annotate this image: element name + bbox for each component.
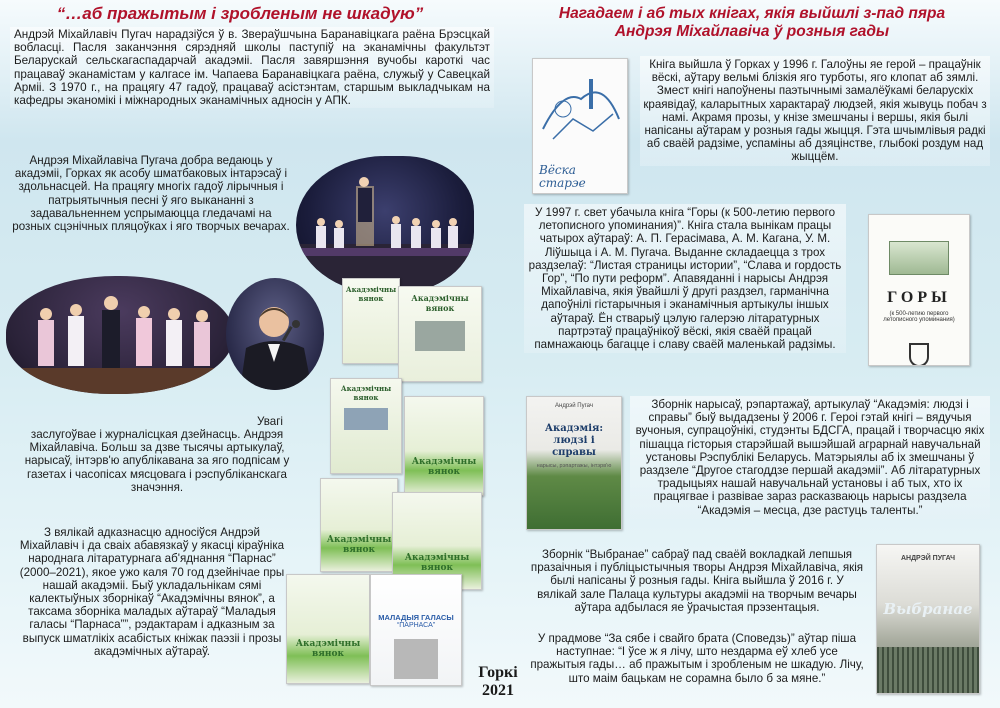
akademia-cover bbox=[526, 396, 622, 530]
veska-description: Кніга выйшла ў Горках у 1996 г. Галоўны яе герой – працаўнік вёскі, аўтару вельмі блізкія яго турботы, яго клопат аб зямлі. Змест кнігі напоўнены паэтычнымі замалёўкамі беларускіх краявідаў, каларытных характараў людзей, якія жывуць побач з намі. Акрамя прозы, у кнізе змешчаны і вершы, якія былі напісаны аўтарам у розныя гады жыцця. Гэта шчымлівыя радкі аб сваёй радзіме, успаміны аб дзяцінстве, глыбокі роздум над жыццём. bbox=[640, 56, 990, 166]
vybranae-description: Зборнік “Выбранае” сабраў пад сваёй вокладкай лепшыя празаічныя і публіцыстычныя творы Андрэя Міхайлавіча, якія былі напісаны ў розныя гады. Кніга выйшла ў 2016 г. У вялікай зале Палаца культуры акадэміі на творчым вечары аўтара адбылася яе ўрачыстая прэзентацыя. bbox=[530, 548, 864, 614]
gory-description: У 1997 г. свет убачыла кніга “Горы (к 500-летию первого летописного упоминания)”. Кніга стала вынікам працы чатырох аўтараў: А. П. Герасімава, А. М. Кагана, У. М. Ліўшыца і А. М. Пугача. Выданне складаецца з трох раздзелаў: “Листая страницы истории”, “Слава и гордость Гор”, “По пути реформ”. Апавяданні і нарысы Андрэя Міхайлавіча, якія ўвайшлі ў другі раздзел, гарманічна дапоўнілі гістарычныя і эканамічныя артыкулы іншых аўтараў. Ён стварыў цэлую галерэю літаратурных партрэтаў працаўнікоў вёскі, якія сваёй працай памнажаюць багацце і славу сваёй маленькай радзімы. bbox=[524, 204, 846, 353]
vybranae-cover bbox=[876, 544, 980, 694]
vianok-cover-2-building bbox=[415, 321, 465, 351]
vianok-cover-7-title: Акадэмічны вянок bbox=[295, 639, 361, 659]
vianok-cover-7 bbox=[286, 574, 370, 684]
gory-cover-emblem bbox=[909, 343, 929, 366]
vianok-cover-3 bbox=[330, 378, 402, 474]
bio-paragraph: Андрэй Міхайлавіч Пугач нарадзіўся ў в. Звераўшчына Баранавіцкага раёна Брэсцкай вобласці. Пасля заканчэння сярэдняй школы паступіў на эканамічны факультэт Беларускай сельскагаспадарчай акадэміі. Пасля завяршэння вучобы кароткі час працаваў эканамістам у калгасе ім. Чапаева Баранавіцкага раёна, служыў у Савецкай Арміі. З 1970 г., на працягу 47 гадоў, працаваў асістэнтам, старшым выкладчыкам на кафедры эканомікі і міжнародных эканамічных адносін у АПК. bbox=[10, 27, 494, 108]
vianok-cover-5-title: Акадэмічны вянок bbox=[326, 535, 392, 555]
vianok-cover-5 bbox=[320, 478, 398, 572]
vybranae-cover-title: Выбранае bbox=[883, 600, 973, 618]
journalism-first-word: Увагі bbox=[257, 415, 283, 428]
veska-cover bbox=[532, 58, 628, 194]
vianok-cover-3-building bbox=[344, 408, 388, 430]
vybranae-quote: У прадмове “За сябе і свайго брата (Споведзь)” аўтар піша наступнае: “І ўсе ж я лічу, што нездарма еў хлеб усе пражытыя гады… аб пражытым і зробленым не шкадую. Лічу, што маім бацькам не сорамна было б за мяне.” bbox=[530, 632, 864, 685]
gory-cover bbox=[868, 214, 970, 366]
stage-photo-ensemble bbox=[296, 156, 474, 294]
vybranae-cover-reeds bbox=[877, 647, 979, 693]
journalism-paragraph: заслугоўвае і журналісцкая дзейнасць. Андрэя Міхайлавіча. Больш за дзве тысячы артыкулаў, нарысаў, інтэрв'ю апублікавана за яго подпісам у газетах і часопісах мясцовага і рэспубліканскага значэння. bbox=[24, 428, 290, 494]
singer-illustration bbox=[226, 278, 324, 390]
vianok-cover-4 bbox=[404, 396, 484, 496]
maladyia-cover-title: МАЛАДЫЯ ГАЛАСЫ bbox=[378, 613, 454, 622]
veska-cover-title: Вёска старэе bbox=[539, 163, 586, 190]
vybranae-cover-author: АНДРЭЙ ПУГАЧ bbox=[900, 555, 956, 562]
akademia-cover-author: Андрэй Пугач bbox=[555, 403, 593, 409]
akademia-description: Зборнік нарысаў, рэпартажаў, артыкулаў “Акадэмія: людзі і справы” быў выдадзены ў 2006 г. Героі гэтай кнігі – вядучыя вучоныя, супрацоўнікі, студэнты БДСГА, працай і творчасцю якіх пішацца гісторыя старэйшай вышэйшай аграрнай навучальнай установы Рэспублікі Беларусь. Матэрыялы аб іх змешчаны ў раздзеле “Другое стагоддзе першай акадэміі”. Аб літаратурных традыцыях нашай навучальнай установы і аб тых, хто іх працягвае і развівае зараз расказваюць нарысы раздзела “Акадэмія – месца, дзе растуць таленты.” bbox=[630, 396, 990, 519]
vianok-cover-3-title: Акадэмічны вянок bbox=[340, 384, 392, 402]
stage-photo-dancers bbox=[6, 276, 234, 394]
footer-year: 2021 bbox=[482, 682, 514, 699]
academy-paragraph: Андрэя Міхайлавіча Пугача добра ведаюць у акадэміі, Горках як асобу шматбаковых інтарэсаў і здольнасцей. На працягу многіх гадоў лірычныя і патрыятычныя песні ў яго выкананні з задавальненнем успрымаюцца гледачамі на розных сцэнічных пляцоўках і яго творчых вечарах. bbox=[12, 154, 290, 234]
footer-city: Горкі bbox=[478, 664, 518, 681]
maladyia-cover-subtitle: “ПАРНАСА” bbox=[396, 622, 436, 629]
dancers-illustration bbox=[6, 276, 234, 394]
vianok-cover-1 bbox=[342, 278, 400, 364]
vianok-cover-4-title: Акадэмічны вянок bbox=[411, 457, 477, 477]
vianok-cover-6-title: Акадэмічны вянок bbox=[404, 553, 470, 573]
gory-cover-title: ГОРЫ bbox=[887, 289, 951, 306]
veska-cover-illustration bbox=[533, 59, 628, 159]
vianok-cover-2 bbox=[398, 286, 482, 382]
singer-portrait-photo bbox=[226, 278, 324, 390]
akademia-cover-title: Акадэмія: людзі і справы bbox=[544, 423, 604, 458]
vianok-cover-2-title: Акадэмічны вянок bbox=[411, 293, 469, 313]
akademia-cover-subtitle: нарысы, рэпартажы, інтэрв'ю bbox=[536, 463, 612, 469]
left-heading: “…аб пражытым і зробленым не шкадую” bbox=[56, 4, 424, 23]
right-heading-line1: Нагадаем і аб тых кнігах, якія выйшлі з-пад пяра bbox=[558, 5, 946, 22]
gory-cover-illustration bbox=[889, 241, 949, 275]
right-heading-line2: Андрэя Міхайлавіча ў розныя гады bbox=[614, 23, 890, 40]
ensemble-illustration bbox=[296, 156, 474, 294]
vianok-cover-1-title: Акадэмічны вянок bbox=[345, 285, 397, 303]
maladyia-cover bbox=[370, 574, 462, 686]
parnas-paragraph: З вялікай адказнасцю адносіўся Андрэй Міхайлавіч і да сваіх абавязкаў у якасці кіраўніка народнага літаратурнага аб'яднання “Парнас” (2000–2021), якое ужо каля 70 год дзейнічае пры нашай акадэміі. Быў укладальнікам сямі калектыўных зборнікаў “Акадэмічны вянок”, а таксама зборніка маладых аўтараў “Маладыя галасы “Парнаса””, рэдактарам і адказным за выпуск шматлікіх асабістых кніжак паэзіі і прозы акадэмічных аўтараў. bbox=[19, 526, 285, 658]
gory-cover-subtitle: (к 500-летию первого летописного упоминания) bbox=[883, 311, 955, 323]
maladyia-cover-photo bbox=[394, 639, 438, 679]
